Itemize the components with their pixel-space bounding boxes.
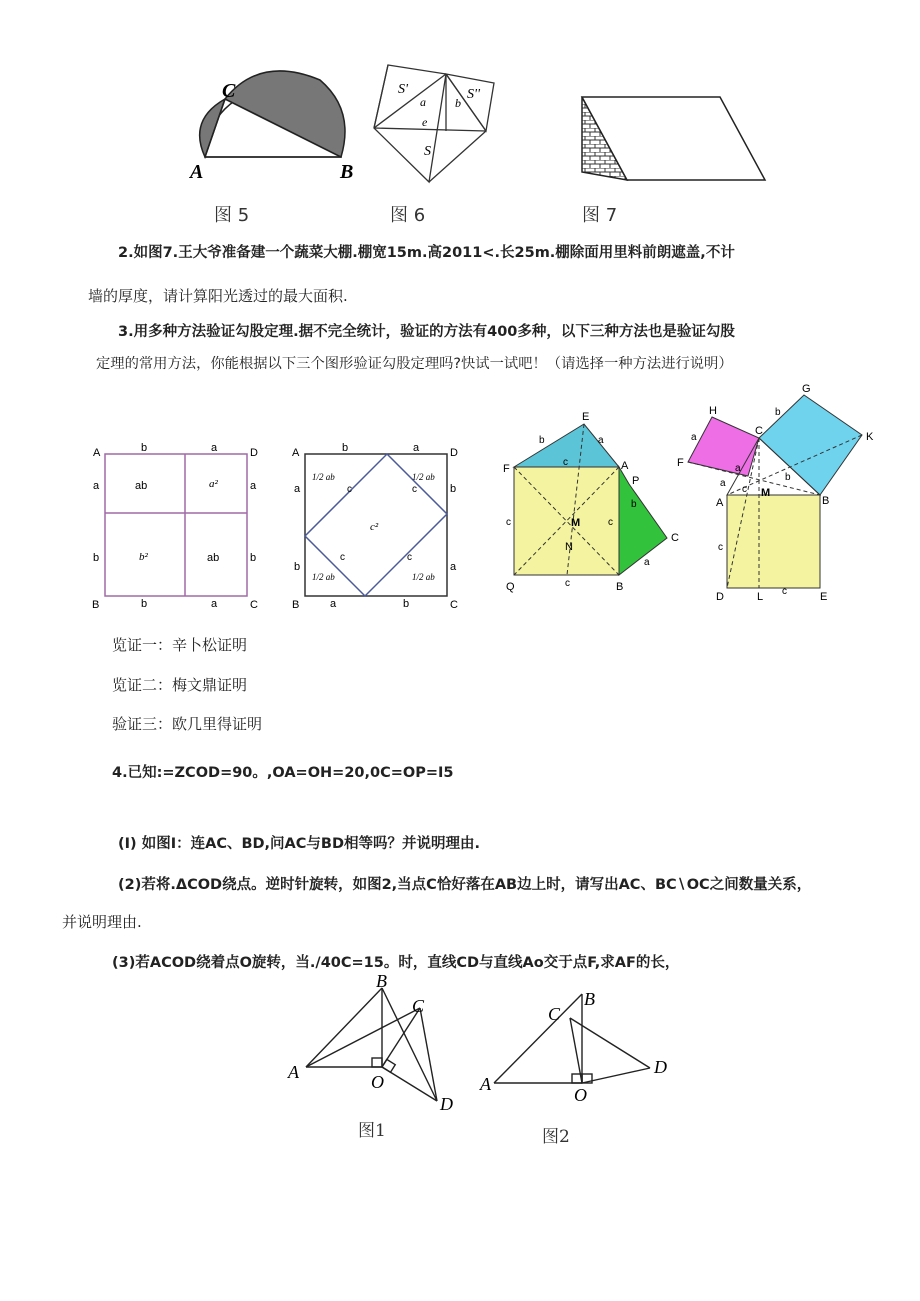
top-figures [0, 0, 920, 230]
fig6-label-s-right: S'' [467, 87, 480, 102]
problem4-q2b: 并说明理由. [62, 913, 142, 931]
f3-side-b: b [539, 435, 545, 446]
bfig1-label-b: B [376, 971, 387, 991]
problem4-given: 4.已知:=ZCOD=90。,OA=OH=20,0C=OP=I5 [112, 765, 454, 781]
problem2-line1: 2.如图7.王大爷准备建一个蔬菜大棚.棚宽15m.高2011<.长25m.棚除面用里料前朗遮盖,不计 [118, 245, 735, 261]
proof-fig4 [688, 395, 862, 588]
f1-left-b: b [93, 552, 100, 564]
f3-side-b-green: b [631, 499, 637, 510]
problem4-q2a: (2)若将.ΔCOD绕点。逆时针旋转，如图2,当点C恰好落在AB边上时，请写出AC、BC∖OC之间数量关系， [118, 877, 812, 893]
f1-corner-c: C [250, 599, 258, 611]
f2-corner-d: D [450, 447, 458, 459]
f3-point-e: E [582, 411, 590, 423]
f4-point-k: K [866, 431, 874, 443]
bottom-figures [0, 960, 920, 1160]
f2-top-b: b [342, 442, 349, 454]
bfig1-label-o: O [371, 1072, 384, 1092]
f3-point-q: Q [506, 581, 515, 593]
f1-cell-ab1: ab [135, 480, 148, 492]
fig6-label-e: e [422, 115, 428, 129]
f4-point-f: F [677, 457, 684, 469]
fig6-label-b: b [455, 96, 461, 110]
f3-point-m: M [571, 517, 581, 529]
fig6-label-s-top: S' [398, 82, 408, 97]
problem3-line2: 定理的常用方法，你能根据以下三个图形验证勾股定理吗?快试一试吧！（请选择一种方法进行说明） [96, 356, 733, 372]
f4-point-h: H [709, 405, 717, 417]
f4-point-b: B [822, 495, 830, 507]
f2-left-b: b [294, 561, 301, 573]
bottom-fig2-caption: 图2 [542, 1127, 570, 1147]
f4-point-c: C [755, 425, 763, 437]
bfig2-label-b: B [584, 989, 595, 1009]
f1-top-b: b [141, 442, 148, 454]
fig5-label-a: A [190, 161, 204, 183]
f1-top-a: a [211, 442, 218, 454]
f1-right-a: a [250, 480, 257, 492]
proof-line-2: 览证二：梅文鼎证明 [112, 676, 248, 694]
f2-side-c2: c [412, 484, 417, 495]
f4-side-a: a [735, 463, 741, 474]
f2-left-a: a [294, 483, 301, 495]
bottom-fig2-drawing [494, 994, 650, 1083]
f2-bottom-a: a [330, 598, 337, 610]
f3-point-a: A [621, 460, 629, 472]
f2-side-c1: c [347, 484, 352, 495]
f2-half-2: 1/2 ab [412, 472, 435, 482]
f4-point-d: D [716, 591, 724, 603]
bfig1-label-d: D [440, 1094, 453, 1114]
f2-corner-b: B [292, 599, 300, 611]
f2-half-1: 1/2 ab [312, 472, 335, 482]
f1-cell-a2: a² [209, 478, 218, 490]
f2-right-a: a [450, 561, 457, 573]
f1-corner-b: B [92, 599, 100, 611]
f1-right-b: b [250, 552, 257, 564]
f2-side-c3: c [340, 552, 345, 563]
f1-corner-a: A [93, 447, 101, 459]
f1-bottom-b: b [141, 598, 148, 610]
f2-half-3: 1/2 ab [312, 572, 335, 582]
f3-side-c-top: c [563, 457, 568, 468]
f1-left-a: a [93, 480, 100, 492]
f2-half-4: 1/2 ab [412, 572, 435, 582]
f4-side-b: b [785, 472, 791, 483]
bottom-fig1-caption: 图1 [358, 1121, 386, 1141]
f4-point-a: A [716, 497, 724, 509]
f2-bottom-b: b [403, 598, 410, 610]
f1-corner-d: D [250, 447, 258, 459]
fig6-caption: 图 6 [390, 205, 426, 226]
proof-fig1 [105, 454, 247, 596]
bfig2-label-c: C [548, 1004, 561, 1024]
fig5-caption: 图 5 [214, 205, 250, 226]
fig5-label-c: C [222, 80, 236, 102]
f2-side-c4: c [407, 552, 412, 563]
f2-corner-c: C [450, 599, 458, 611]
bfig1-label-a: A [288, 1062, 299, 1082]
bfig1-label-c: C [412, 996, 425, 1016]
f3-side-c-bottom: c [565, 578, 570, 589]
f2-top-a: a [413, 442, 420, 454]
fig7-caption: 图 7 [582, 205, 618, 226]
f4-side-c-bottom: c [782, 586, 787, 597]
problem2-line2: 墙的厚度，请计算阳光透过的最大面积. [88, 287, 348, 305]
f4-point-g: G [802, 383, 811, 395]
f3-point-p: P [632, 475, 640, 487]
bfig2-label-d: D [654, 1057, 667, 1077]
problem4-q1: (I) 如图I：连AC、BD,问AC与BD相等吗？并说明理由. [118, 836, 481, 852]
bfig2-label-a: A [480, 1074, 491, 1094]
f2-right-b: b [450, 483, 457, 495]
f1-cell-b2: b² [139, 551, 148, 563]
f3-side-c-right: c [608, 517, 613, 528]
proof-line-1: 览证一：辛卜松证明 [112, 636, 248, 654]
f3-side-a-green: a [644, 557, 650, 568]
f1-cell-ab2: ab [207, 552, 220, 564]
f4-side-c-top: c [742, 484, 747, 495]
f2-corner-a: A [292, 447, 300, 459]
problem4-q3: (3)若ACOD绕着点O旋转，当./40C=15。时，直线CD与直线Ao交于点F,求AF的长， [112, 955, 680, 971]
f3-side-c-left: c [506, 517, 511, 528]
f3-side-a: a [598, 435, 604, 446]
proof-line-3: 验证三：欧几里得证明 [112, 715, 263, 733]
f4-side-b-blue: b [775, 407, 781, 418]
f4-point-m: M [761, 487, 771, 499]
f4-side-a-pink: a [691, 432, 697, 443]
f3-point-n: N [565, 541, 573, 553]
f3-point-b: B [616, 581, 624, 593]
figure-6-drawing [374, 65, 494, 182]
f3-point-c: C [671, 532, 679, 544]
f4-point-l: L [757, 591, 764, 603]
problem3-line1: 3.用多种方法验证勾股定理.据不完全统计，验证的方法有400多种，以下三种方法也是验证勾股 [118, 324, 735, 340]
fig6-label-s-bottom: S [424, 144, 431, 159]
f4-point-e: E [820, 591, 828, 603]
figure-7-drawing [582, 97, 765, 180]
proof-fig3 [514, 424, 667, 575]
f4-side-c-left: c [718, 542, 723, 553]
f3-point-f: F [503, 463, 510, 475]
f1-bottom-a: a [211, 598, 218, 610]
f2-center-c2: c² [370, 521, 379, 533]
bfig2-label-o: O [574, 1085, 587, 1105]
fig5-label-b: B [340, 161, 354, 183]
proof-figures [0, 380, 920, 620]
f4-side-a-small: a [720, 478, 726, 489]
fig6-label-a: a [420, 95, 426, 109]
